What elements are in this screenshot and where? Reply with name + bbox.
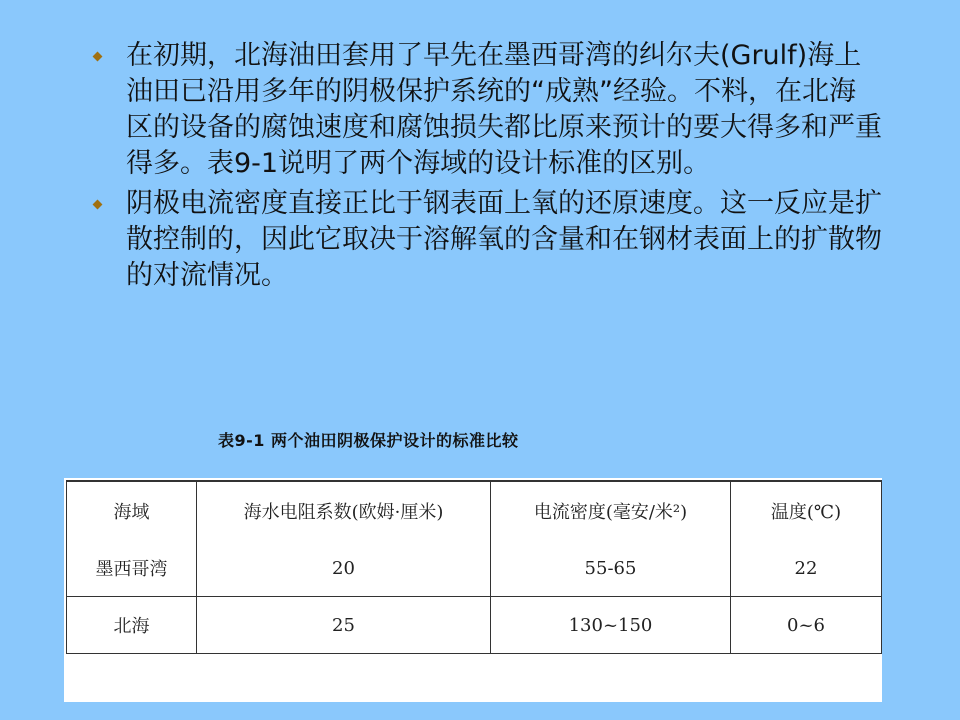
table-header-row — [67, 481, 882, 540]
table-cell: 20 — [197, 540, 491, 597]
header-cell-current-density: 电流密度(毫安/米²) — [491, 481, 731, 540]
table-cell: 55-65 — [491, 540, 731, 597]
header-cell-resistivity: 海水电阻系数(欧姆·厘米) — [197, 481, 491, 540]
table-panel — [64, 478, 882, 702]
header-cell-temperature: 温度(℃) — [731, 481, 882, 540]
bullet-list — [92, 38, 882, 298]
table-cell: 22 — [731, 540, 882, 597]
bullet-text-1: 在初期，北海油田套用了早先在墨西哥湾的纠尔夫(Grulf)海上油田已沿用多年的阴极保护系统的“成熟”经验。不料，在北海区的设备的腐蚀速度和腐蚀损失都比原来预计的要大得多和严重得多。表9-1说明了两个海域的设计标准的区别。 — [126, 40, 882, 179]
table-cell: 0~6 — [731, 597, 882, 654]
table-row — [67, 597, 882, 654]
comparison-table — [66, 480, 882, 654]
table-row — [67, 540, 882, 597]
table-cell: 25 — [197, 597, 491, 654]
diamond-bullet-icon — [93, 52, 103, 62]
bullet-text-2: 阴极电流密度直接正比于钢表面上氧的还原速度。这一反应是扩散控制的，因此它取决于溶解氧的含量和在钢材表面上的扩散物的对流情况。 — [126, 188, 882, 291]
bullet-item-2 — [92, 186, 882, 294]
table-cell: 墨西哥湾 — [67, 540, 197, 597]
header-cell-region: 海域 — [67, 481, 197, 540]
table-cell: 北海 — [67, 597, 197, 654]
table-caption: 表9-1 两个油田阴极保护设计的标准比较 — [218, 431, 519, 450]
bullet-item-1 — [92, 38, 882, 182]
diamond-bullet-icon — [93, 200, 103, 210]
table-cell: 130~150 — [491, 597, 731, 654]
